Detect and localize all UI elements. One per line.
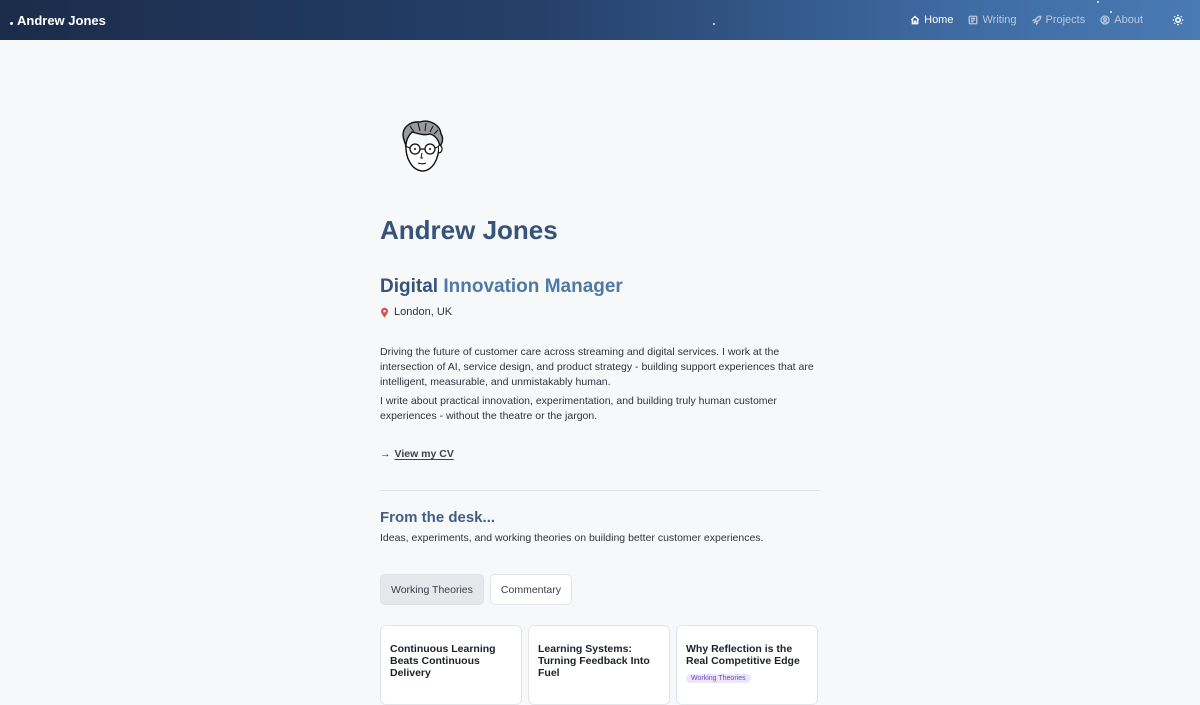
bio-paragraph: I write about practical innovation, experimentation, and building truly human customer experiences - without the theatre or the jargon. [380,395,777,422]
tab-commentary[interactable]: Commentary [490,574,572,605]
nav-home[interactable] [910,14,953,26]
divider [380,490,820,491]
user-circle-icon [1100,15,1110,25]
role-start: Digital [380,276,439,297]
tab-working-theories[interactable]: Working Theories [380,574,484,605]
bio-paragraph: Driving the future of customer care across streaming and digital services. I work at the intersection of AI, service design, and product strategy - building support experiences that are intelligent, measurable, and unmistakably human. [380,346,814,388]
section-subtitle: Ideas, experiments, and working theories on building better customer experiences. [380,532,764,544]
category-badge: Working Theories [686,674,751,683]
rocket-icon [1032,15,1042,25]
location-text: London, UK [394,306,453,318]
top-navbar [0,0,1200,40]
cv-link-row [380,448,454,460]
sun-icon [1172,14,1184,26]
nav-projects[interactable] [1032,14,1086,26]
brand-name: Andrew Jones [17,12,106,28]
article-card[interactable] [528,625,670,705]
nav-writing[interactable] [968,14,1016,26]
article-title: Continuous Learning Beats Continuous Delivery [390,643,496,679]
nav-projects-label: Projects [1045,14,1086,26]
newspaper-icon [968,15,978,25]
section-title: From the desk... [380,509,496,526]
role-end: Manager [544,276,623,297]
brand-link[interactable] [10,13,106,28]
article-title: Why Reflection is the Real Competitive Edge [686,643,800,667]
nav-links [910,13,1185,27]
view-cv-link[interactable]: View my CV [394,448,454,460]
nav-about[interactable] [1100,14,1143,26]
decorative-star [713,23,715,25]
nav-about-label: About [1114,14,1143,26]
profile-name: Andrew Jones [380,215,558,245]
article-card[interactable] [676,625,818,705]
decorative-star [1097,1,1099,3]
article-cards [380,625,818,705]
article-card[interactable] [380,625,522,705]
decorative-star [1110,11,1112,13]
theme-toggle-button[interactable] [1171,13,1185,27]
home-icon [910,15,920,25]
avatar [394,118,450,176]
role-accent: Innovation [443,276,540,297]
nav-writing-label: Writing [982,14,1017,26]
profile-role [380,276,623,298]
brand-dot [10,22,13,25]
location [380,306,452,318]
map-pin-icon [380,307,389,318]
nav-home-label: Home [924,14,954,26]
bio [380,345,820,424]
article-title: Learning Systems: Turning Feedback Into Fuel [538,643,650,679]
tabs [380,574,572,605]
arrow-right-icon: → [380,448,391,460]
